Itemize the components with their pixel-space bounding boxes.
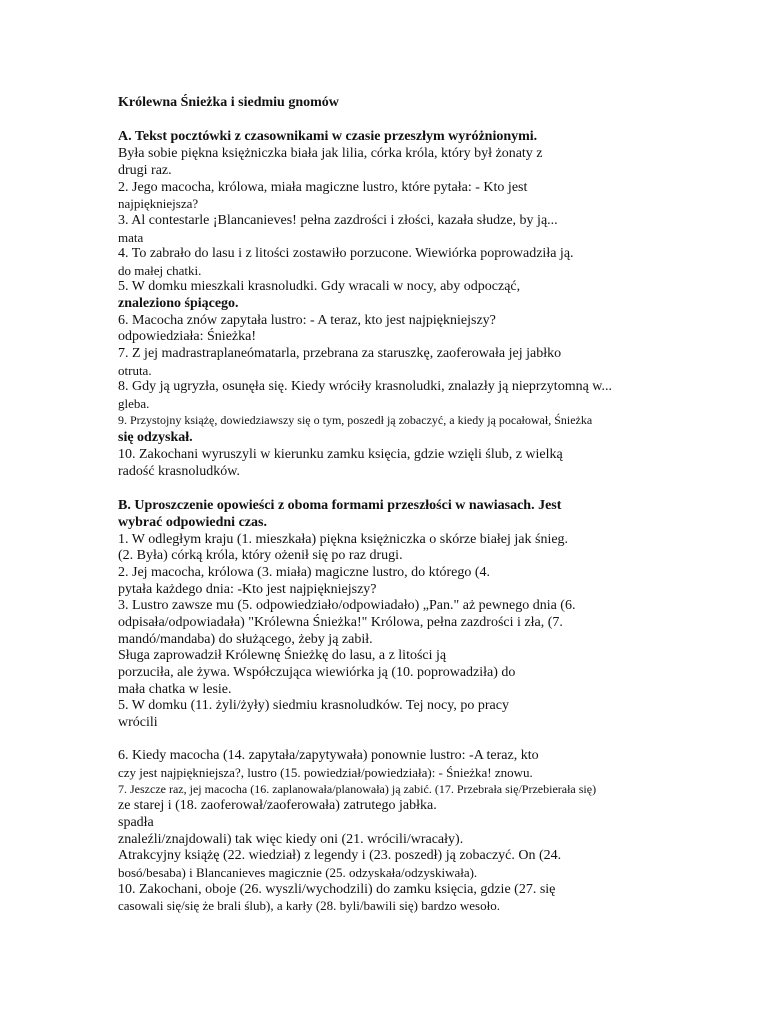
section-a-line: odpowiedziała: Śnieżka! bbox=[118, 329, 257, 344]
section-b-line: odpisała/odpowiadała) "Królewna Śnieżka!" Królowa, pełna zazdrości i zła, (7. bbox=[118, 615, 563, 630]
section-b-line: 7. Jeszcze raz, jej macocha (16. zaplanowała/planowała) ją zabić. (17. Przebrała się/Przebierała się) bbox=[118, 782, 597, 796]
section-a-line: mata bbox=[118, 230, 144, 245]
section-b-line: czy jest najpiękniejsza?, lustro (15. powiedział/powiedziała): - Śnieżka! znowu. bbox=[118, 765, 533, 780]
section-a-line: najpiękniejsza? bbox=[118, 196, 199, 211]
section-b-line: 1. W odległym kraju (1. mieszkała) piękna księżniczka o skórze białej jak śnieg. bbox=[118, 532, 569, 547]
section-b-line: porzuciła, ale żywa. Współczująca wiewiórka ją (10. poprowadziła) do bbox=[118, 665, 516, 680]
section-a-line: 4. To zabrało do lasu i z litości zostawiło porzucone. Wiewiórka poprowadziła ją. bbox=[118, 246, 574, 261]
section-b-heading: B. Uproszczenie opowieści z oboma formami przeszłości w nawiasach. Jest bbox=[118, 498, 562, 513]
section-a-line: 10. Zakochani wyruszyli w kierunku zamku księcia, gdzie wzięli ślub, z wielką bbox=[118, 447, 563, 462]
section-a-line: znaleziono śpiącego. bbox=[118, 296, 239, 311]
section-a-line: Była sobie piękna księżniczka biała jak lilia, córka króla, który był żonaty z bbox=[118, 146, 543, 161]
section-b-heading: wybrać odpowiedni czas. bbox=[118, 515, 267, 530]
section-a-line: otruta. bbox=[118, 363, 152, 378]
section-b-line: (2. Była) córką króla, który ożenił się po raz drugi. bbox=[118, 548, 403, 563]
section-a-line: gleba. bbox=[118, 396, 150, 411]
section-b-line: bosó/besaba) i Blancanieves magicznie (25. odzyskała/odzyskiwała). bbox=[118, 865, 478, 880]
section-b-line: mandó/mandaba) do służącego, żeby ją zabił. bbox=[118, 632, 373, 647]
section-b-line: spadła bbox=[118, 815, 154, 830]
section-b-line: wrócili bbox=[118, 715, 158, 730]
section-a-line: 6. Macocha znów zapytała lustro: - A teraz, kto jest najpiękniejszy? bbox=[118, 313, 496, 328]
section-b-line: 10. Zakochani, oboje (26. wyszli/wychodzili) do zamku księcia, gdzie (27. się bbox=[118, 882, 556, 897]
section-b-line: 6. Kiedy macocha (14. zapytała/zapytywała) ponownie lustro: -A teraz, kto bbox=[118, 748, 539, 763]
section-b-line: casowali się/się że brali ślub), a karły (28. byli/bawili się) bardzo wesoło. bbox=[118, 898, 500, 913]
section-a-line: 2. Jego macocha, królowa, miała magiczne lustro, które pytała: - Kto jest bbox=[118, 180, 528, 195]
section-a-line: 5. W domku mieszkali krasnoludki. Gdy wracali w nocy, aby odpocząć, bbox=[118, 279, 521, 294]
section-b-line: Sługa zaprowadził Królewnę Śnieżkę do lasu, a z litości ją bbox=[118, 648, 447, 663]
section-b-line: mała chatka w lesie. bbox=[118, 682, 232, 697]
section-a-line: 3. Al contestarle ¡Blancanieves! pełna zazdrości i złości, kazała słudze, by ją... bbox=[118, 213, 558, 228]
section-a-line: 9. Przystojny książę, dowiedziawszy się o tym, poszedł ją zobaczyć, a kiedy ją pocałował, Śnieżka bbox=[118, 413, 593, 427]
section-a-heading: A. Tekst pocztówki z czasownikami w czasie przeszłym wyróżnionymi. bbox=[118, 129, 538, 144]
section-b-line: 3. Lustro zawsze mu (5. odpowiedziało/odpowiadało) „Pan." aż pewnego dnia (6. bbox=[118, 598, 576, 613]
section-a-line: się odzyskał. bbox=[118, 430, 193, 445]
section-b-line: pytała każdego dnia: -Kto jest najpiękniejszy? bbox=[118, 582, 377, 597]
section-a-line: radość krasnoludków. bbox=[118, 464, 240, 479]
section-a-line: drugi raz. bbox=[118, 163, 172, 178]
section-a-line: do małej chatki. bbox=[118, 263, 202, 278]
section-b-line: 5. W domku (11. żyli/żyły) siedmiu krasnoludków. Tej nocy, po pracy bbox=[118, 698, 509, 713]
document-title: Królewna Śnieżka i siedmiu gnomów bbox=[118, 95, 339, 110]
section-b-line: znaleźli/znajdowali) tak więc kiedy oni (21. wrócili/wracały). bbox=[118, 832, 464, 847]
section-b-line: Atrakcyjny książę (22. wiedział) z legendy i (23. poszedł) ją zobaczyć. On (24. bbox=[118, 848, 562, 863]
section-a-line: 8. Gdy ją ugryzła, osunęła się. Kiedy wróciły krasnoludki, znalazły ją nieprzytomną w... bbox=[118, 379, 613, 394]
section-b-line: 2. Jej macocha, królowa (3. miała) magiczne lustro, do którego (4. bbox=[118, 565, 491, 580]
section-b-line: ze starej i (18. zaoferował/zaoferowała) zatrutego jabłka. bbox=[118, 798, 437, 813]
section-a-line: 7. Z jej madrastraplaneómatarla, przebrana za staruszkę, zaoferowała jej jabłko bbox=[118, 346, 562, 361]
